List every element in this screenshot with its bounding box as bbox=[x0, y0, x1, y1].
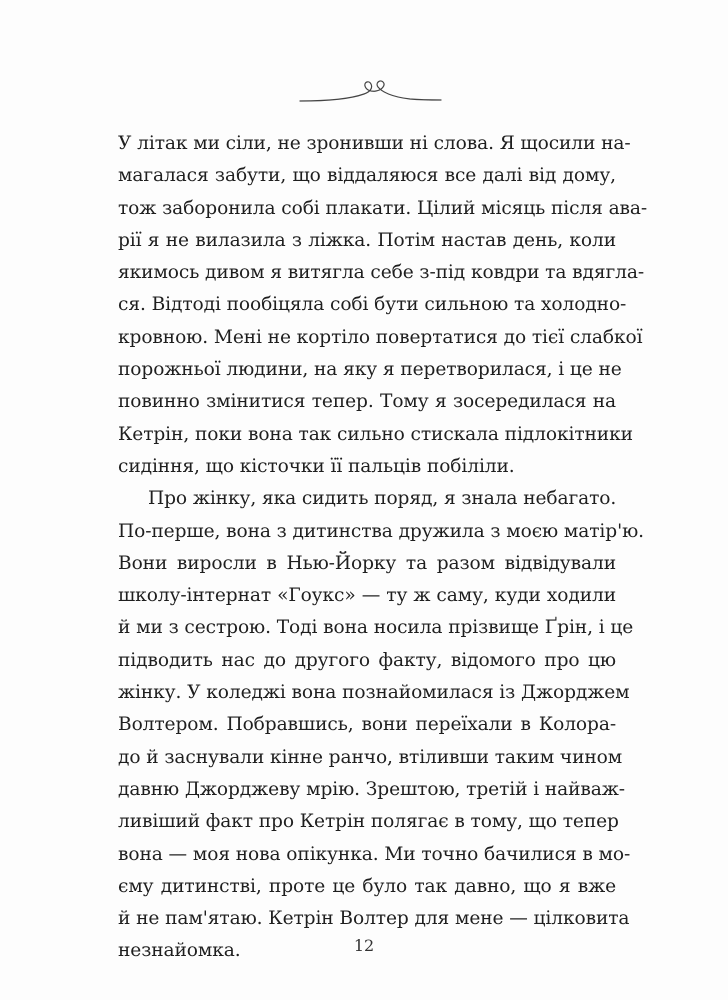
text-line: По-перше, вона з дитинства дружила з моєю матір'ю. bbox=[118, 520, 644, 542]
text-line: тож заборонила собі плакати. Цілий місяць після ава- bbox=[118, 197, 648, 219]
page-number: 12 bbox=[353, 936, 375, 955]
text-line: кровною. Мені не кортіло повертатися до тієї слабкої bbox=[118, 326, 643, 348]
flourish-divider-icon bbox=[298, 72, 443, 112]
text-line: Вони виросли в Нью-Йорку та разом відвідували bbox=[118, 552, 616, 574]
text-line: ся. Відтоді пообіцяла собі бути сильною та холодно- bbox=[118, 294, 627, 316]
text-line: Про жінку, яка сидить поряд, я знала небагато. bbox=[148, 488, 617, 510]
text-line: давню Джорджеву мрію. Зрештою, третій і найваж- bbox=[118, 778, 625, 800]
text-line: У літак ми сіли, не зронивши ні слова. Я щосили на- bbox=[118, 133, 631, 154]
text-line: школу-інтернат «Гоукс» — ту ж саму, куди ходили bbox=[118, 585, 616, 607]
text-line: Кетрін, поки вона так сильно стискала підлокітники bbox=[118, 423, 633, 445]
text-line: повинно змінитися тепер. Тому я зосередилася на bbox=[118, 391, 616, 413]
text-line: вона — моя нова опікунка. Ми точно бачилися в мо- bbox=[118, 843, 631, 865]
text-line: до й заснували кінне ранчо, втіливши таким чином bbox=[118, 746, 623, 768]
text-line: незнайомка. bbox=[118, 940, 241, 962]
text-line: єму дитинстві, проте це було так давно, що я вже bbox=[118, 875, 616, 897]
text-line: рії я не вилазила з ліжка. Потім настав день, коли bbox=[118, 229, 616, 251]
text-line: й ми з сестрою. Тоді вона носила прізвище Ґрін, і це bbox=[118, 617, 634, 639]
text-line: магалася забути, що віддаляюся все далі від дому, bbox=[118, 165, 616, 187]
text-line: жінку. У коледжі вона познайомилася із Джорджем bbox=[118, 682, 630, 704]
text-line: й не пам'ятаю. Кетрін Волтер для мене — цілковита bbox=[118, 908, 630, 930]
text-line: ливіший факт про Кетрін полягає в тому, що тепер bbox=[118, 811, 619, 833]
text-line: Волтером. Побравшись, вони переїхали в Колора- bbox=[118, 714, 616, 736]
text-line: порожньої людини, на яку я перетворилася, і це не bbox=[118, 359, 622, 381]
text-line: підводить нас до другого факту, відомого про цю bbox=[118, 649, 616, 671]
text-line: сидіння, що кісточки її пальців побіліли. bbox=[118, 455, 515, 477]
body-text bbox=[118, 128, 648, 968]
paragraph-2 bbox=[118, 483, 644, 967]
paragraph-1 bbox=[118, 128, 648, 483]
text-line: якимось дивом я витягла себе з-під ковдри та вдягла- bbox=[118, 262, 645, 284]
